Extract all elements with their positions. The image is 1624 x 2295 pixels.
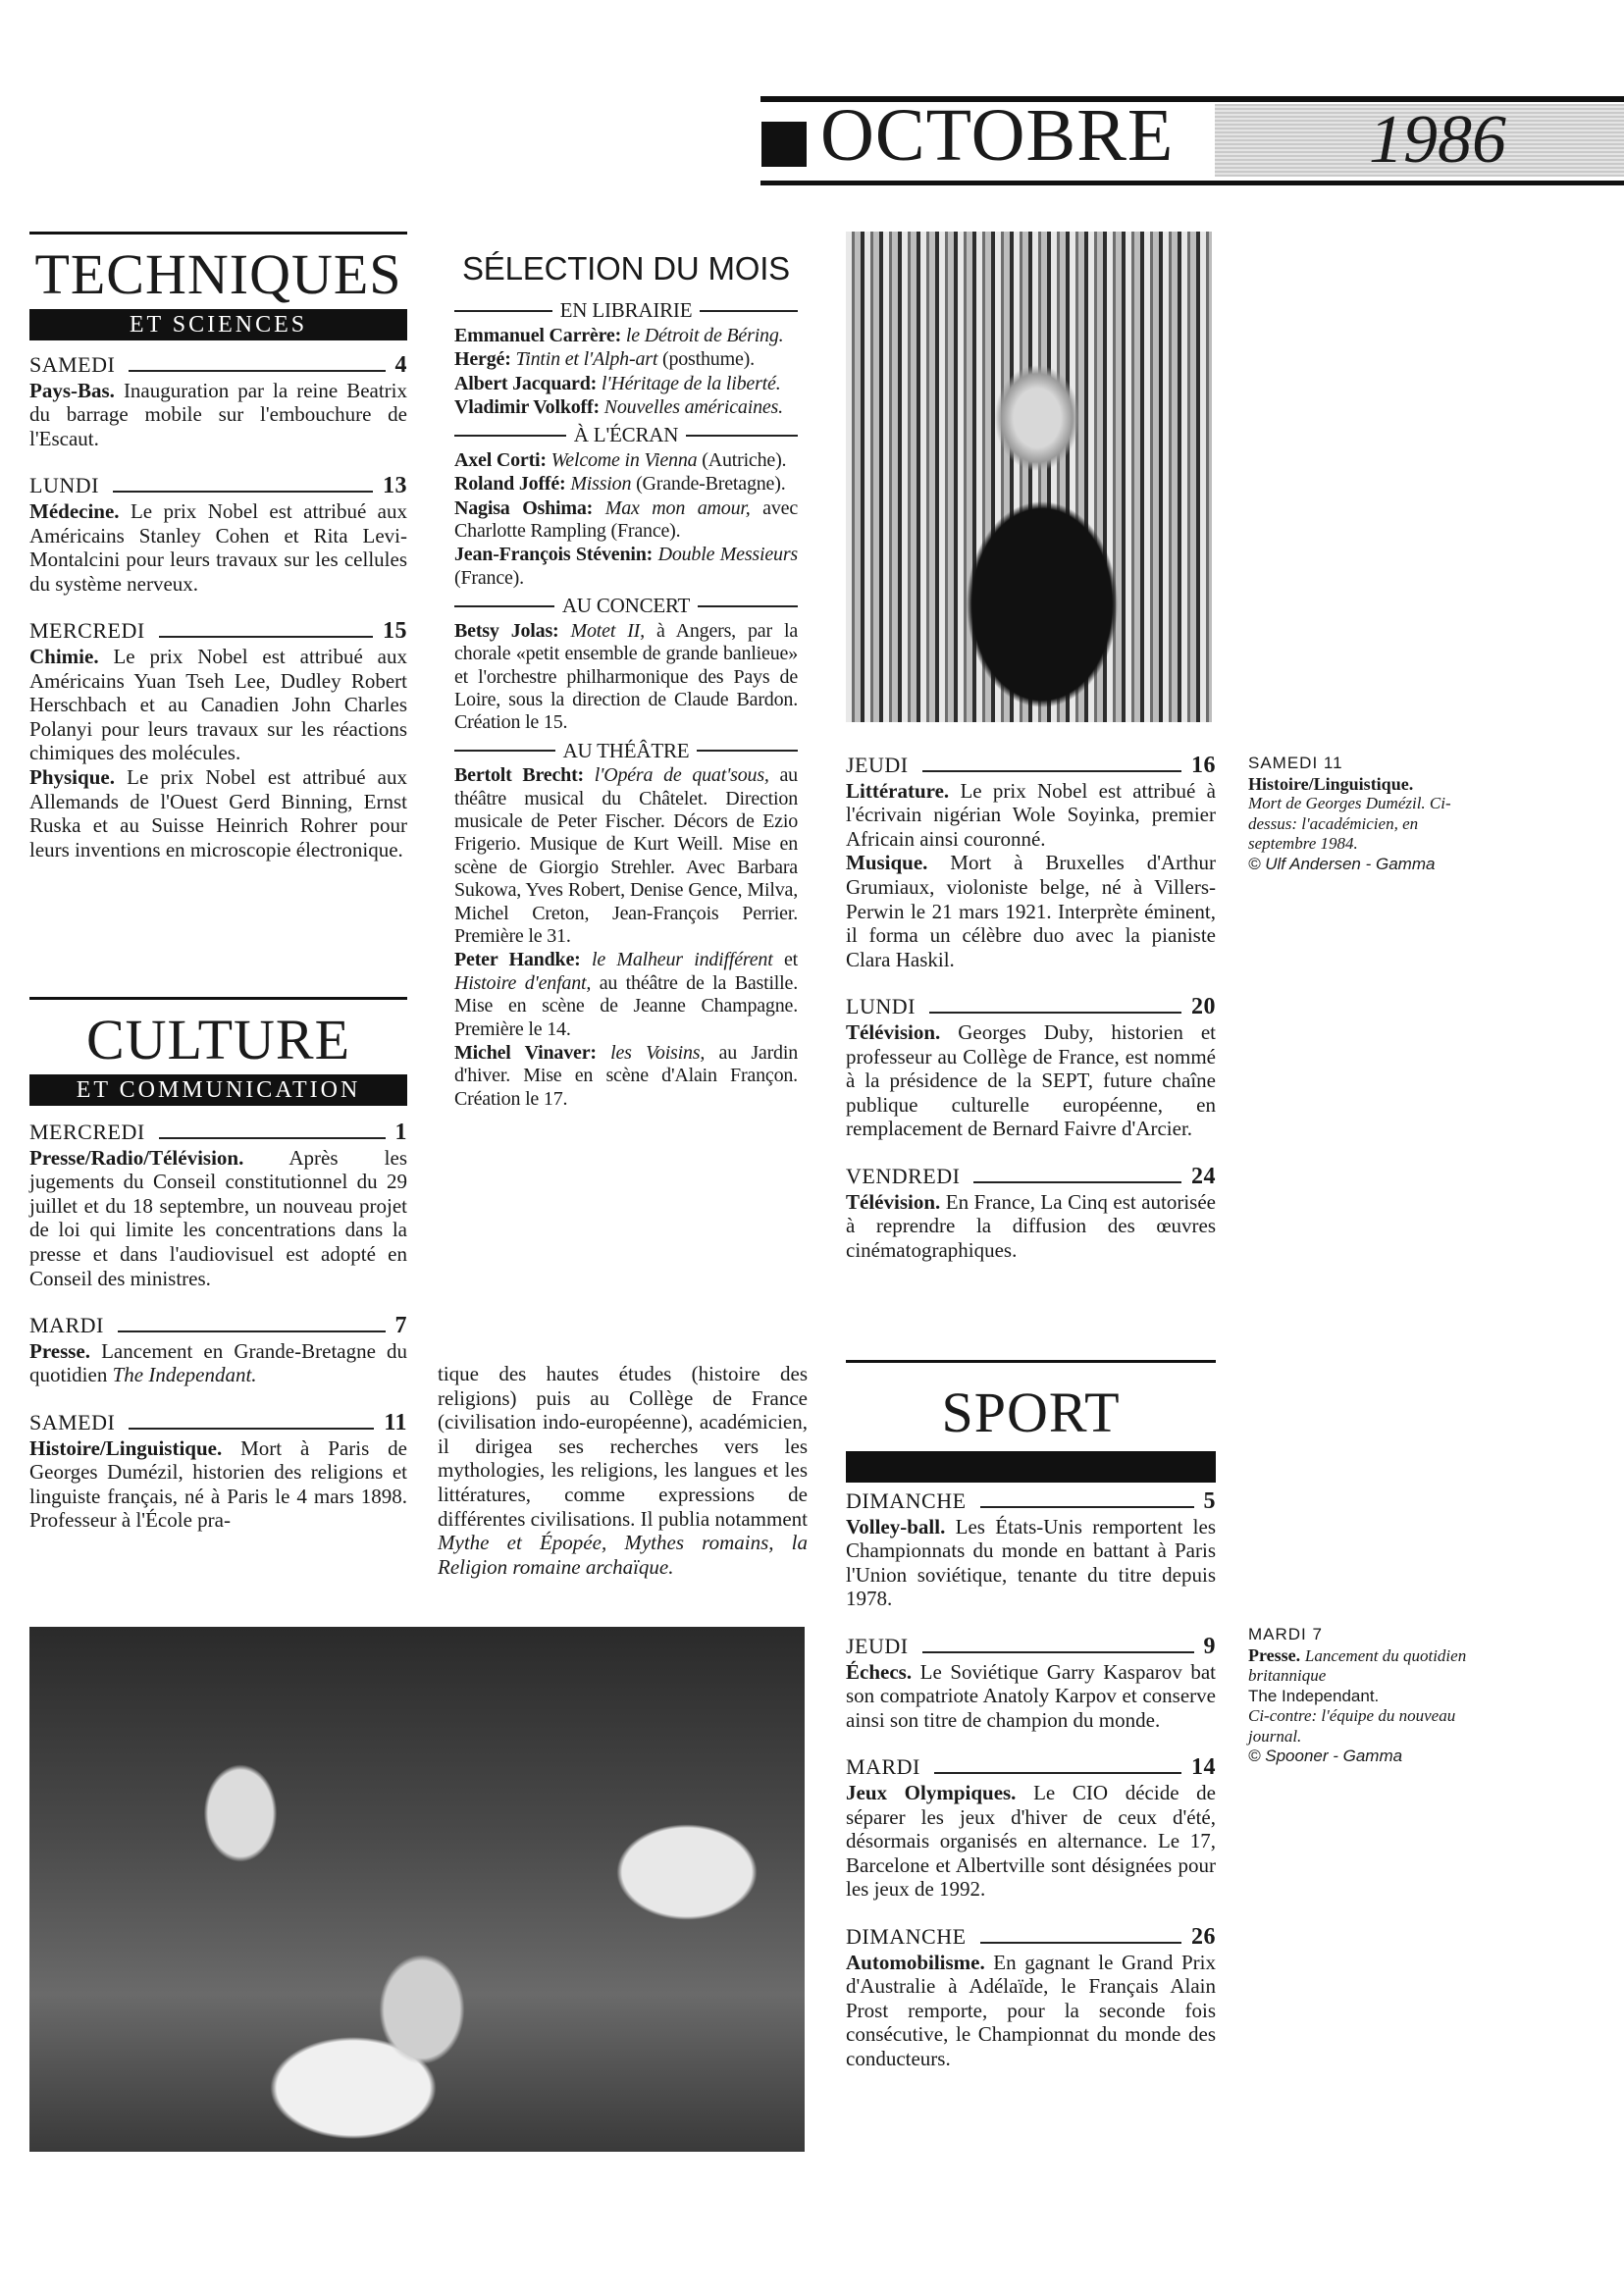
entry-date: 5 [1203,1488,1216,1514]
selection-group-heading [454,424,798,446]
entry-day: DIMANCHE [846,1488,967,1513]
day-rule [934,1772,1181,1774]
section-rule [29,232,407,235]
entry-text [846,1660,1216,1733]
entry-text [29,765,407,861]
entry-body: tique des hautes études (histoire des religions) puis au Collège de France (civilisation indo-européenne), académicien, il dirigea ses recherches vers les mythologies, les religions, les langues et les littératures, comme expressions de différentes civilisations. Il publia notamment [438,1362,808,1531]
entry [846,1489,1216,1611]
selection-item [454,1042,798,1111]
selection-item [454,544,798,590]
caption-text: Mort de Georges Dumézil. Ci-dessus: l'académicien, en septembre 1984. [1248,794,1451,853]
entry-date: 14 [1191,1754,1216,1781]
entry-day: LUNDI [29,473,99,498]
item-work: le Malheur indifférent [580,949,773,971]
selection-item [454,764,798,948]
entry-label: Médecine. [29,498,120,523]
section-title: CULTURE [85,1008,351,1071]
day-rule [973,1181,1181,1183]
selection-group-heading [454,595,798,617]
item-detail: (France). [454,566,524,589]
entry-day: JEUDI [846,1633,909,1658]
item-work: Double Messieurs [653,544,798,566]
entry-day: MARDI [846,1754,920,1780]
entry-text [29,1146,407,1291]
item-author: Roland Joffé: [454,473,566,496]
entry-day: SAMEDI [29,1409,116,1434]
entry-label: Automobilisme. [846,1950,985,1974]
item-detail: (Grande-Bretagne). [631,473,786,496]
selection-group-librairie [454,299,798,419]
entry-day: VENDREDI [846,1163,961,1188]
entry-text [846,851,1216,971]
section-band [846,1451,1216,1483]
entry [846,995,1216,1141]
entry-body: En France, La Cinq est autorisée à reprendre la diffusion des œuvres cinématographiques. [846,1189,1216,1262]
entry-day-row [846,1925,1216,1950]
masthead-bottom-rule [760,181,1624,185]
entry-body: Mort à Bruxelles d'Arthur Grumiaux, violoniste belge, né à Villers-Perwin le 21 mars 1921. Interprète éminent, il forma un célèbre duo avec la pianiste Clara Haskil. [846,851,1216,971]
entry-label: Presse. [29,1338,91,1363]
entry-day-row [29,1411,407,1435]
selection-item [454,348,798,371]
section-subtitle: ET SCIENCES [29,309,407,340]
day-rule [118,1330,386,1332]
entry-day-row [846,1635,1216,1659]
entry-date: 16 [1191,753,1216,778]
selection-item [454,473,798,496]
entry-date: 13 [383,473,407,499]
entry [846,1635,1216,1732]
entry-day: SAMEDI [29,352,116,377]
entry-text [29,1339,407,1387]
item-work: Nouvelles américaines. [599,396,783,419]
techniques-entries [29,353,407,885]
heading-text: EN LIBRAIRIE [559,298,693,323]
item-detail: à Angers, par la chorale «petit ensemble de grande banlieue» et l'orchestre philharmonique des Pays de Loire, sous la direction de Claude Bardon. Création le 15. [454,619,798,734]
caption-bottom [1248,1625,1484,1767]
selection-item [454,396,798,419]
entry-date: 7 [394,1313,407,1339]
day-rule [159,636,373,638]
item-work: Histoire d'enfant, [454,971,592,994]
entry-day-row [29,353,407,378]
entry-text [846,1020,1216,1141]
heading-rule [697,750,798,752]
entry-date: 15 [383,618,407,645]
item-detail: (Autriche). [697,448,787,471]
entry [29,353,407,450]
photo-georges-dumezil [846,232,1212,722]
entry-date: 1 [394,1120,407,1145]
entry-label: Télévision. [846,1019,941,1044]
caption-title: Histoire/Linguistique. [1248,773,1414,794]
caption-top [1248,754,1484,874]
item-work: Max mon amour, [593,496,751,519]
entry [846,754,1216,971]
caption-title: Presse. [1248,1644,1301,1665]
heading-rule [454,435,566,437]
entry-label: Chimie. [29,644,99,668]
caption-text: Ci-contre: l'équipe du nouveau journal. [1248,1706,1456,1746]
day-rule [980,1506,1194,1508]
caption-credit: © Spooner - Gamma [1248,1747,1403,1765]
item-author: Vladimir Volkoff: [454,396,600,419]
entry-body: Les États-Unis remportent les Championnats du monde en battant à Paris l'Union soviétique, tenante du titre depuis 1978. [846,1514,1216,1611]
entry-label: Échecs. [846,1659,913,1684]
entry-label: Télévision. [846,1189,941,1214]
entry-date: 9 [1203,1633,1216,1659]
selection-item [454,620,798,735]
heading-rule [454,750,555,752]
entry-body: En gagnant le Grand Prix d'Australie à Adélaïde, le Français Alain Prost remporte, pour la seconde fois consécutive, le Championnat du monde des conducteurs. [846,1950,1216,2070]
item-author: Axel Corti: [454,448,547,471]
entry-day: MERCREDI [29,1120,145,1144]
entry-body: Lancement en Grande-Bretagne du quotidien [29,1338,407,1387]
entry-day: MARDI [29,1313,104,1338]
entry-text [438,1362,808,1579]
item-work: l'Héritage de la liberté. [597,372,781,394]
section-subtitle: ET COMMUNICATION [29,1074,407,1106]
selection-du-mois [454,250,798,1116]
item-work: les Voisins, [596,1042,706,1064]
item-author: Jean-François Stévenin: [454,544,654,566]
sport-entries [846,1489,1216,2094]
masthead-year: 1986 [1369,102,1506,178]
selection-group-heading [454,299,798,322]
selection-group-theatre [454,740,798,1112]
entry-day: MERCREDI [29,618,145,644]
caption-day: MARDI 7 [1248,1625,1323,1643]
item-work: Tintin et l'Alph-art [510,348,658,371]
selection-item [454,449,798,472]
entry-body: Le prix Nobel est attribué à l'écrivain nigérian Wole Soyinka, premier Africain ainsi couronné. [846,778,1216,851]
heading-text: AU CONCERT [561,594,691,618]
item-work: Mission [565,473,632,496]
entry [846,1755,1216,1902]
heading-rule [454,605,554,607]
entry-label: Jeux Olympiques. [846,1780,1017,1804]
entry-day-row [846,754,1216,778]
photo-the-independent-staff [29,1627,805,2152]
entry-day-row [29,1314,407,1338]
item-author: Hergé: [454,348,511,371]
entry-body: Georges Duby, historien et professeur au Collège de France, est nommé à la présidence de la SEPT, future chaîne publique culturelle européenne, en remplacement de Bernard Faivre d'Arcier. [846,1019,1216,1141]
caption-day: SAMEDI 11 [1248,754,1343,772]
entry-body: Le Soviétique Garry Kasparov bat son compatriote Anatoly Karpov et conserve ainsi son titre de champion du monde. [846,1659,1216,1732]
item-author: Betsy Jolas: [454,619,559,642]
entry-body: Le prix Nobel est attribué aux Allemands de l'Ouest Gerd Binning, Ernst Ruska et au Suisse Heinrich Rohrer pour leurs inventions en microscopie électronique. [29,764,407,861]
entry [846,1165,1216,1262]
day-rule [922,770,1181,772]
entry [29,619,407,861]
entry [846,1925,1216,2071]
heading-rule [698,605,798,607]
entry [29,1314,407,1387]
selection-group-concert [454,595,798,734]
item-author: Emmanuel Carrère: [454,324,622,346]
item-author: Albert Jacquard: [454,372,598,394]
entry-day-row [846,1489,1216,1514]
entry-day-row [846,1755,1216,1780]
entry-date: 4 [394,352,407,378]
masthead-month: OCTOBRE [820,94,1175,177]
day-rule [129,1428,374,1430]
item-detail: avec Charlotte Rampling (France). [454,496,798,543]
item-detail: au théâtre musical du Châtelet. Direction musicale de Peter Fischer. Décors de Ezio Frigerio. Musique de Kurt Weill. Mise en scène de Giorgio Strehler. Avec Barbara Sukowa, Yves Robert, Denise Gence, Milva, Michel Creton, Jean-François Perrier. Première le 31. [454,764,798,947]
item-detail: au théâtre de la Bastille. Mise en scène de Jeanne Champagne. Première le 14. [454,971,798,1040]
entry-body: Mort à Paris de Georges Dumézil, historien des religions et linguiste français, né à Paris le 4 mars 1898. Professeur à l'École pra- [29,1435,407,1533]
entry-body: Le prix Nobel est attribué aux Américains Stanley Cohen et Rita Levi-Montalcini pour leurs travaux sur les cellules du système nerveux. [29,498,407,596]
item-detail: et [772,949,798,971]
culture-right-entries [846,754,1216,1285]
item-work: Motet II, [558,619,645,642]
heading-rule [700,310,798,312]
heading-rule [454,310,552,312]
entry-text [29,1436,407,1533]
item-author: Michel Vinaver: [454,1042,597,1064]
heading-text: À L'ÉCRAN [573,423,679,447]
entry-day-row [29,474,407,498]
entry-text [846,1781,1216,1902]
entry [29,474,407,596]
entry [29,1411,407,1533]
entry-label: Volley-ball. [846,1514,946,1539]
entry-date: 11 [384,1409,407,1435]
entry-label: Physique. [29,764,115,789]
heading-text: AU THÉÂTRE [562,738,690,762]
entry-date: 24 [1191,1163,1216,1189]
entry-text [29,499,407,596]
section-title: TECHNIQUES [34,242,402,306]
entry-day-row [29,1121,407,1145]
entry [29,1121,407,1290]
entry-day-row [846,995,1216,1019]
entry-day-row [29,619,407,644]
selection-item [454,497,798,544]
entry-text [846,1951,1216,2071]
entry-body: Le CIO décide de séparer les jeux d'hiver de ceux d'été, désormais organisés en alternance. Le 17, Barcelone et Albertville sont désignées pour les jeux de 1992. [846,1780,1216,1902]
section-rule [846,1360,1216,1363]
entry-date: 26 [1191,1923,1216,1950]
section-culture [29,997,407,1106]
section-rule [29,997,407,1000]
heading-rule [686,435,798,437]
masthead-square-icon [761,122,807,167]
selection-item [454,325,798,347]
selection-item [454,373,798,395]
culture-entries [29,1121,407,1556]
day-rule [113,491,373,493]
item-work: le Détroit de Béring. [621,324,784,346]
entry-label: Littérature. [846,778,950,803]
caption-paper: The Independant. [1248,1686,1380,1705]
day-rule [129,370,385,372]
day-rule [922,1651,1194,1653]
item-author: Bertolt Brecht: [454,764,584,787]
entry-text [846,1515,1216,1611]
selection-title: SÉLECTION DU MOIS [462,250,790,287]
section-techniques [29,232,407,340]
entry-body: Après les jugements du Conseil constitutionnel du 29 juillet et du 18 septembre, un nouveau projet de loi qui limite les concentrations dans la presse et dans l'audiovisuel est adopté en Conseil des ministres. [29,1145,407,1290]
caption-text: Lancement du quotidien britannique [1248,1645,1467,1685]
item-author: Nagisa Oshima: [454,496,594,519]
item-detail: au Jardin d'hiver. Mise en scène d'Alain Françon. Création le 17. [454,1042,798,1110]
entry-text [846,779,1216,852]
entry-label: Pays-Bas. [29,378,115,402]
entry-body: Le prix Nobel est attribué aux Américains Yuan Tseh Lee, Dudley Robert Herschbach et au Canadien John Charles Polanyi pour leurs travaux sur les réactions chimiques des molécules. [29,644,407,765]
item-detail: (posthume). [657,348,755,371]
entry-day: LUNDI [846,994,916,1019]
item-work: Welcome in Vienna [546,448,698,471]
caption-credit: © Ulf Andersen - Gamma [1248,854,1436,873]
entry-text [29,379,407,451]
entry-day-row [846,1165,1216,1189]
entry-label: Presse/Radio/Télévision. [29,1145,244,1170]
entry-text [846,1190,1216,1263]
day-rule [980,1942,1181,1944]
selection-group-ecran [454,424,798,590]
entry-italic: Mythe et Épopée, Mythes romains, la Religion romaine archaïque. [438,1531,808,1579]
section-sport [846,1360,1216,1483]
entry-date: 20 [1191,994,1216,1020]
day-rule [929,1012,1181,1014]
item-work: l'Opéra de quat'sous, [584,764,769,787]
entry-day: JEUDI [846,753,909,777]
entry-label: Histoire/Linguistique. [29,1435,223,1460]
section-title: SPORT [941,1381,1121,1444]
culture-continuation [438,1362,808,1579]
entry-text [29,645,407,765]
selection-group-heading [454,740,798,762]
entry-body: Inauguration par la reine Beatrix du barrage mobile sur l'embouchure de l'Escaut. [29,378,407,450]
entry-italic: The Independant. [112,1363,257,1387]
selection-item [454,949,798,1041]
entry-day: DIMANCHE [846,1923,967,1949]
item-author: Peter Handke: [454,949,581,971]
entry-label: Musique. [846,851,928,875]
day-rule [159,1137,386,1139]
